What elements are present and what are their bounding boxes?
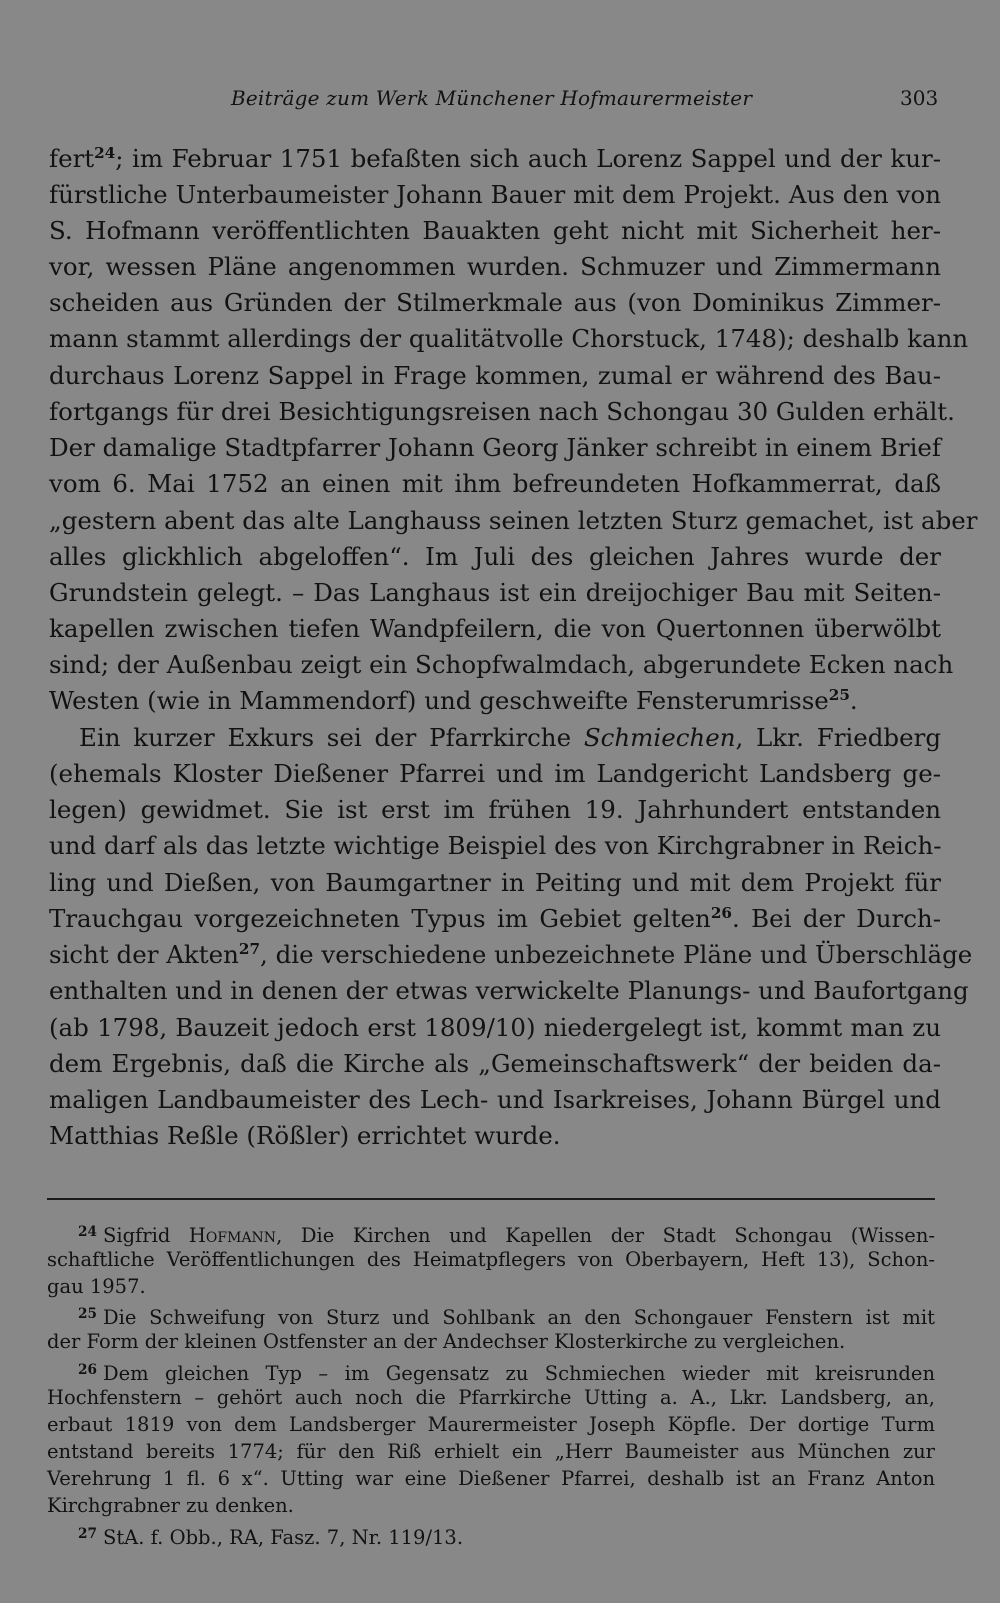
- text-line: (ab 1798, Bauzeit jedoch erst 1809/10) niedergelegt ist, kommt man zu: [49, 1013, 941, 1042]
- running-header-title: Beiträge zum Werk Münchener Hofmaurermeister: [231, 86, 753, 110]
- text-line: Matthias Reßle (Rößler) errichtet wurde.: [49, 1121, 561, 1150]
- text-line: sind; der Außenbau zeigt ein Schopfwalmdach, abgerundete Ecken nach: [49, 650, 954, 679]
- text-line: scheiden aus Gründen der Stilmerkmale aus (von Dominikus Zimmer-: [49, 288, 941, 317]
- text-line: Westen (wie in Mammendorf) und geschweifte Fensterumrisse$^{25}$.: [49, 685, 858, 715]
- footnote-line: Verehrung 1 fl. 6 x“. Utting war eine Dießener Pfarrei, deshalb ist an Franz Anton: [47, 1467, 935, 1490]
- text-line: (ehemals Kloster Dießener Pfarrei und im Landgericht Landsberg ge-: [49, 759, 941, 788]
- footnote-number: 25: [78, 1306, 97, 1322]
- text-line: ling und Dießen, von Baumgartner in Peiting und mit dem Projekt für: [49, 868, 941, 897]
- footnote-line: entstand bereits 1774; für den Riß erhielt ein „Herr Baumeister aus München zur: [47, 1440, 935, 1463]
- footnote-line: gau 1957.: [47, 1275, 146, 1298]
- text-line: fortgangs für drei Besichtigungsreisen nach Schongau 30 Gulden erhält.: [49, 397, 955, 426]
- text-line: Der damalige Stadtpfarrer Johann Georg Jänker schreibt in einem Brief: [49, 433, 941, 462]
- footnote-line: Hochfenstern – gehört auch noch die Pfarrkirche Utting a. A., Lkr. Landsberg, an,: [47, 1386, 935, 1409]
- footnote-line: erbaut 1819 von dem Landsberger Maurermeister Joseph Köpfle. Der dortige Turm: [47, 1413, 935, 1436]
- text-line: legen) gewidmet. Sie ist erst im frühen 19. Jahrhundert entstanden: [49, 795, 941, 824]
- text-line: Trauchgau vorgezeichneten Typus im Gebiet gelten$^{26}$. Bei der Durch-: [49, 903, 941, 933]
- footnote-divider: [47, 1198, 935, 1200]
- footnote-25: $^{25}$ Die Schweifung von Sturz und Sohlbank an den Schongauer Fenstern ist mit: [78, 1306, 935, 1330]
- page-number: 303: [900, 86, 939, 110]
- text-line: sicht der Akten$^{27}$, die verschiedene unbezeichnete Pläne und Überschläge: [49, 939, 973, 969]
- text-line: S. Hofmann veröffentlichten Bauakten geht nicht mit Sicherheit her-: [49, 216, 941, 245]
- author-name: Hofmann: [188, 1224, 277, 1248]
- text-line: vor, wessen Pläne angenommen wurden. Schmuzer und Zimmermann: [49, 252, 941, 281]
- text-line: fert$^{24}$; im Februar 1751 befaßten sich auch Lorenz Sappel und der kur-: [49, 143, 941, 173]
- footnote-ref-26[interactable]: 26: [710, 903, 732, 922]
- footnote-number: 24: [78, 1224, 97, 1240]
- footnote-number: 27: [78, 1526, 97, 1542]
- footnote-ref-25[interactable]: 25: [828, 685, 850, 704]
- text-line: enthalten und in denen der etwas verwickelte Planungs- und Baufortgang: [49, 976, 969, 1005]
- footnote-line: Kirchgrabner zu denken.: [47, 1494, 294, 1517]
- text-line: und darf als das letzte wichtige Beispiel des von Kirchgrabner in Reich-: [49, 831, 942, 860]
- footnote-ref-24[interactable]: 24: [94, 143, 116, 162]
- place-name-schmiechen: Schmiechen: [583, 723, 736, 752]
- footnote-line: der Form der kleinen Ostfenster an der Andechser Klosterkirche zu vergleichen.: [47, 1330, 846, 1353]
- footnote-24: $^{24}$ Sigfrid Hofmann, Die Kirchen und Kapellen der Stadt Schongau (Wissen-: [78, 1224, 935, 1248]
- text-line: kapellen zwischen tiefen Wandpfeilern, die von Quertonnen überwölbt: [49, 614, 941, 643]
- text-line: mann stammt allerdings der qualitätvolle Chorstuck, 1748); deshalb kann: [49, 324, 969, 353]
- text-line: vom 6. Mai 1752 an einen mit ihm befreundeten Hofkammerrat, daß: [49, 469, 941, 498]
- text-line: „gestern abent das alte Langhauss seinen letzten Sturz gemachet, ist aber: [49, 506, 978, 535]
- footnote-ref-27[interactable]: 27: [238, 939, 261, 958]
- text-line: dem Ergebnis, daß die Kirche als „Gemeinschaftswerk“ der beiden da-: [49, 1049, 941, 1078]
- footnote-line: schaftliche Veröffentlichungen des Heimatpflegers von Oberbayern, Heft 13), Schon-: [47, 1248, 935, 1271]
- footnote-27: $^{27}$ StA. f. Obb., RA, Fasz. 7, Nr. 119/13.: [78, 1526, 464, 1550]
- text-line: Ein kurzer Exkurs sei der Pfarrkirche Schmiechen, Lkr. Friedberg: [79, 723, 941, 752]
- text-line: fürstliche Unterbaumeister Johann Bauer mit dem Projekt. Aus den von: [49, 180, 941, 209]
- text-line: maligen Landbaumeister des Lech- und Isarkreises, Johann Bürgel und: [49, 1085, 941, 1114]
- footnote-number: 26: [78, 1362, 97, 1378]
- footnote-26: $^{26}$ Dem gleichen Typ – im Gegensatz zu Schmiechen wieder mit kreisrunden: [78, 1362, 935, 1386]
- text-line: Grundstein gelegt. – Das Langhaus ist ein dreijochiger Bau mit Seiten-: [49, 578, 941, 607]
- text-line: durchaus Lorenz Sappel in Frage kommen, zumal er während des Bau-: [49, 361, 941, 390]
- text-line: alles glickhlich abgeloffen“. Im Juli des gleichen Jahres wurde der: [49, 542, 941, 571]
